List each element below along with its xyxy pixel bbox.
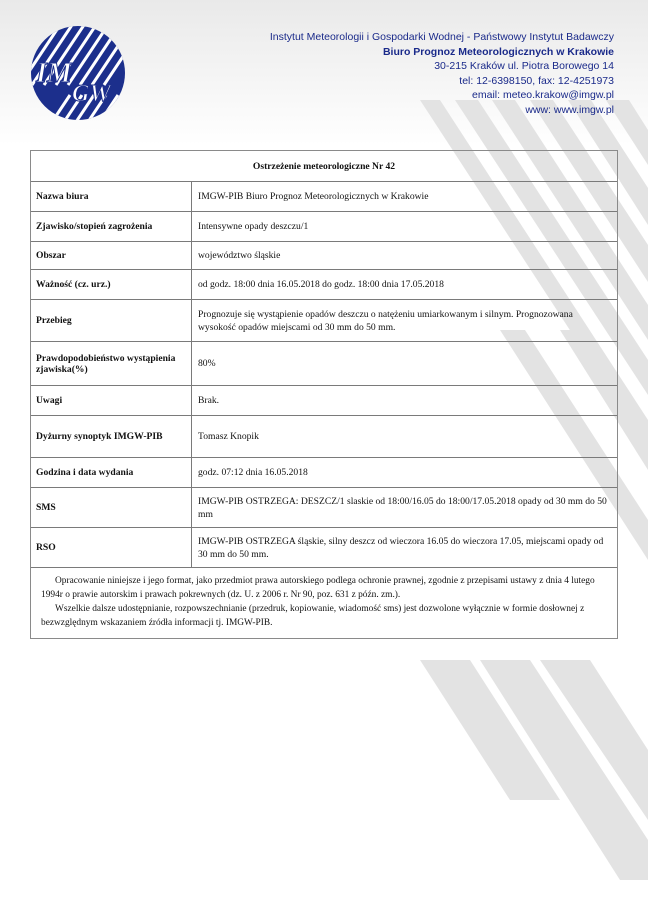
- logo-text-im: IM: [36, 58, 72, 89]
- row-label: Prawdopodobieństwo wystąpienia zjawiska(%): [31, 341, 192, 385]
- office-name: Biuro Prognoz Meteorologicznych w Krakowie: [382, 45, 614, 58]
- row-label: Przebieg: [31, 299, 192, 341]
- row-value: godz. 07:12 dnia 16.05.2018: [192, 457, 617, 487]
- row-label: Zjawisko/stopień zagrożenia: [31, 211, 192, 241]
- row-value: IMGW-PIB OSTRZEGA: DESZCZ/1 slaskie od 18:00/16.05 do 18:00/17.05.2018 opady od 30 mm do 50 mm: [192, 487, 617, 527]
- row-label: Dyżurny synoptyk IMGW-PIB: [31, 415, 192, 457]
- table-row: [31, 211, 617, 241]
- warning-document: [30, 150, 618, 639]
- office-email[interactable]: email: meteo.krakow@imgw.pl: [472, 89, 614, 102]
- warning-table: [31, 151, 617, 567]
- row-value: Tomasz Knopik: [192, 415, 617, 457]
- row-label: Obszar: [31, 241, 192, 269]
- table-row: [31, 527, 617, 567]
- table-row: [31, 299, 617, 341]
- table-row: [31, 415, 617, 457]
- row-label: Nazwa biura: [31, 181, 192, 211]
- row-value: IMGW-PIB Biuro Prognoz Meteorologicznych w Krakowie: [192, 181, 617, 211]
- copyright-paragraph: Opracowanie niniejsze i jego format, jako przedmiot prawa autorskiego podlega ochronie prawnej, zgodnie z przepisami ustawy z dnia 4 lutego 1994r o prawie autorskim i prawach pokrewnych (dz. U. z 2006 r. Nr 90, poz. 631 z późn. zm.).: [41, 576, 595, 600]
- logo-text-gw: GW: [72, 81, 111, 107]
- row-label: Ważność (cz. urz.): [31, 269, 192, 299]
- warning-title: Ostrzeżenie meteorologiczne Nr 42: [252, 160, 396, 172]
- table-row: [31, 457, 617, 487]
- row-value: Prognozuje się wystąpienie opadów deszczu o natężeniu umiarkowanym i silnym. Prognozowana wysokość opadów miejscami od 30 mm do 50 mm.: [192, 299, 617, 341]
- row-label: SMS: [31, 487, 192, 527]
- office-website[interactable]: www: www.imgw.pl: [525, 103, 614, 116]
- table-row: [31, 341, 617, 385]
- copyright-notice: [31, 567, 617, 638]
- table-row: [31, 385, 617, 415]
- institute-header: [270, 30, 614, 118]
- row-value: województwo śląskie: [192, 241, 617, 269]
- imgw-logo: [30, 25, 126, 121]
- row-label: RSO: [31, 527, 192, 567]
- row-label: Godzina i data wydania: [31, 457, 192, 487]
- redistribution-paragraph: Wszelkie dalsze udostępnianie, rozpowszechnianie (przedruk, kopiowanie, wiadomość sms) jest dozwolone wyłącznie w formie dosłownej z bezwzględnym wskazaniem źródła informacji tj. IMGW-PIB.: [41, 604, 585, 628]
- row-value: Brak.: [192, 385, 617, 415]
- table-row: [31, 487, 617, 527]
- row-value: Intensywne opady deszczu/1: [192, 211, 617, 241]
- table-row: [31, 269, 617, 299]
- row-value: od godz. 18:00 dnia 16.05.2018 do godz. 18:00 dnia 17.05.2018: [192, 269, 617, 299]
- row-value: IMGW-PIB OSTRZEGA śląskie, silny deszcz od wieczora 16.05 do wieczora 17.05, miejscami opady od 30 mm do 50 mm.: [192, 527, 617, 567]
- institute-name: Instytut Meteorologii i Gospodarki Wodnej - Państwowy Instytut Badawczy: [269, 31, 614, 43]
- title-row: [31, 151, 617, 181]
- table-row: [31, 241, 617, 269]
- office-phone: tel: 12-6398150, fax: 12-4251973: [459, 74, 614, 87]
- row-label: Uwagi: [31, 385, 192, 415]
- office-address: 30-215 Kraków ul. Piotra Borowego 14: [434, 60, 614, 73]
- table-row: [31, 181, 617, 211]
- row-value: 80%: [192, 341, 617, 385]
